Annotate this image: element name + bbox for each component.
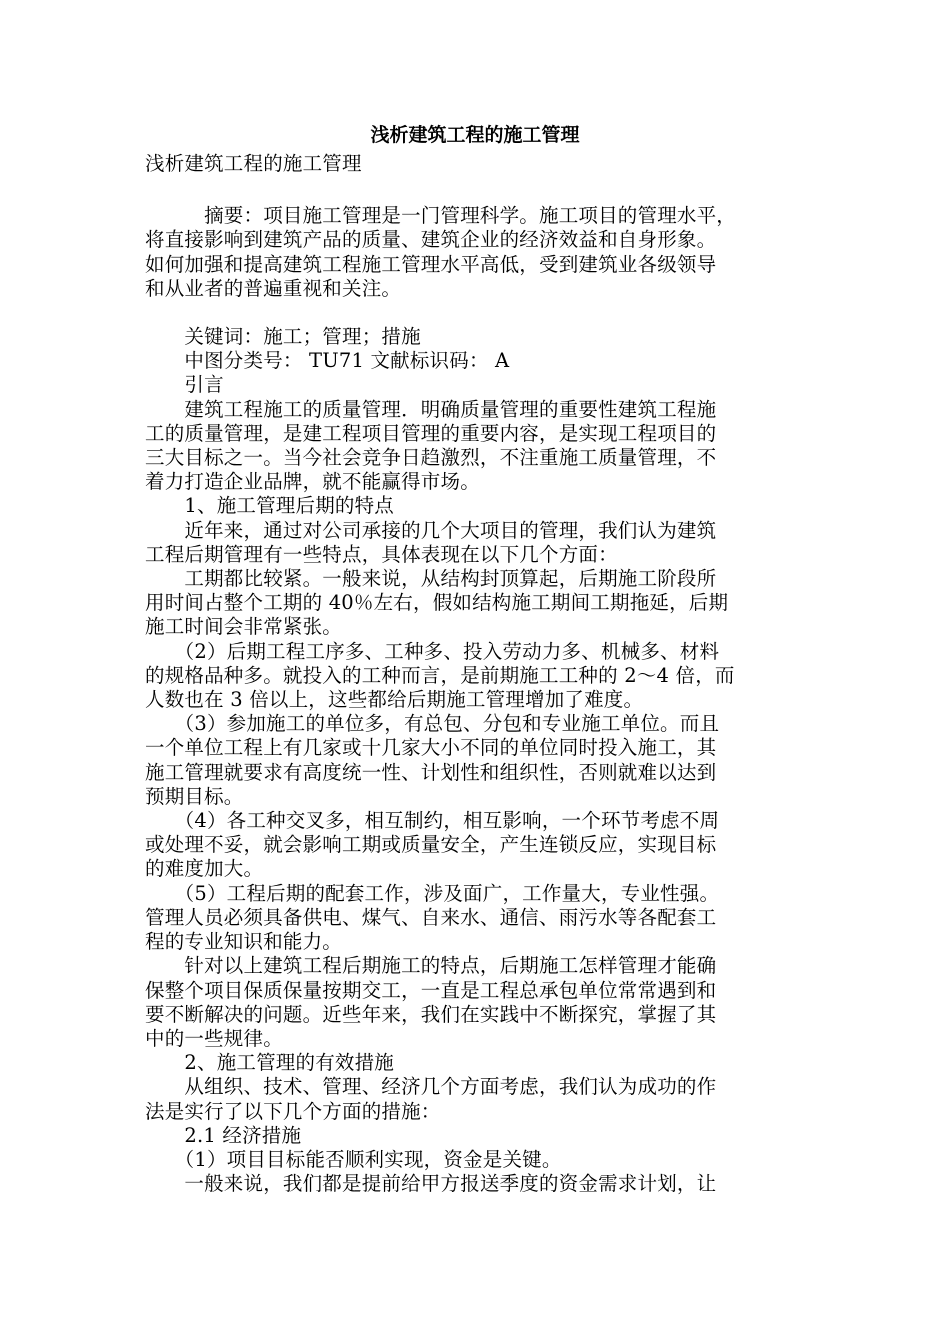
text-line: 保整个项目保质保量按期交工，一直是工程总承包单位常常遇到和 (145, 978, 717, 1002)
text-line: 用时间占整个工期的 40％左右，假如结构施工期间工期拖延，后期 (145, 591, 729, 615)
text-line: 人数也在 3 倍以上，这些都给后期施工管理增加了难度。 (145, 688, 644, 712)
text-line: 摘要：项目施工管理是一门管理科学。施工项目的管理水平， (145, 204, 737, 228)
text-line: 近年来，通过对公司承接的几个大项目的管理，我们认为建筑 (145, 518, 717, 542)
section-heading: 1、施工管理后期的特点 (145, 494, 395, 518)
text-line: 施工时间会非常紧张。 (145, 615, 343, 639)
text-line: 三大目标之一。当今社会竞争日趋激烈，不注重施工质量管理，不 (145, 446, 717, 470)
text-line: 工程后期管理有一些特点，具体表现在以下几个方面： (145, 542, 618, 566)
text-line: （2）后期工程工序多、工种多、投入劳动力多、机械多、材料 (145, 639, 720, 663)
text-line: 管理人员必须具备供电、煤气、自来水、通信、雨污水等各配套工 (145, 905, 717, 929)
text-line: 着力打造企业品牌，就不能赢得市场。 (145, 470, 480, 494)
text-line: 的难度加大。 (145, 857, 264, 881)
text-line: （5）工程后期的配套工作，涉及面广，工作量大，专业性强。 (145, 881, 720, 905)
document-page (145, 118, 805, 1196)
text-line: 施工管理就要求有高度统一性、计划性和组织性，否则就难以达到 (145, 760, 717, 784)
blank-line (145, 176, 805, 200)
text-line: 要不断解决的问题。近些年来，我们在实践中不断探究，掌握了其 (145, 1002, 717, 1026)
text-line: 或处理不妥，就会影响工期或质量安全，产生连锁反应，实现目标 (145, 833, 717, 857)
text-line: 如何加强和提高建筑工程施工管理水平高低，受到建筑业各级领导 (145, 252, 717, 276)
text-line: 中的一些规律。 (145, 1026, 283, 1050)
text-line: 和从业者的普遍重视和关注。 (145, 276, 402, 300)
section-heading: 引言 (145, 373, 224, 397)
text-line: 将直接影响到建筑产品的质量、建筑企业的经济效益和自身形象。 (145, 228, 717, 252)
subsection-heading: 2.1 经济措施 (145, 1123, 302, 1147)
text-line: （1）项目目标能否顺利实现，资金是关键。 (145, 1147, 562, 1171)
section-heading: 2、施工管理的有效措施 (145, 1051, 395, 1075)
text-line: 程的专业知识和能力。 (145, 930, 343, 954)
classification-line: 中图分类号： TU71 文献标识码： A (145, 349, 510, 373)
text-line: 工期都比较紧。一般来说，从结构封顶算起，后期施工阶段所 (145, 567, 717, 591)
text-line: （3）参加施工的单位多，有总包、分包和专业施工单位。而且 (145, 712, 720, 736)
keywords-line: 关键词：施工；管理；措施 (145, 325, 421, 349)
text-line: 工的质量管理，是建工程项目管理的重要内容，是实现工程项目的 (145, 421, 717, 445)
text-line: 一个单位工程上有几家或十几家大小不同的单位同时投入施工，其 (145, 736, 717, 760)
text-line: 一般来说，我们都是提前给甲方报送季度的资金需求计划，让 (145, 1172, 717, 1196)
document-title: 浅析建筑工程的施工管理 (370, 124, 580, 146)
text-line: （4）各工种交叉多，相互制约，相互影响，一个环节考虑不周 (145, 809, 720, 833)
text-line: 从组织、技术、管理、经济几个方面考虑，我们认为成功的作 (145, 1075, 717, 1099)
text-line: 的规格品种多。就投入的工种而言，是前期施工工种的 2～4 倍，而 (145, 663, 735, 687)
text-line: 针对以上建筑工程后期施工的特点，后期施工怎样管理才能确 (145, 954, 717, 978)
text-line: 法是实行了以下几个方面的措施： (145, 1099, 441, 1123)
subtitle-line: 浅析建筑工程的施工管理 (145, 152, 362, 175)
text-line: 预期目标。 (145, 784, 244, 808)
abstract-paragraph (145, 204, 805, 301)
text-line: 建筑工程施工的质量管理．明确质量管理的重要性建筑工程施 (145, 397, 717, 421)
blank-line (145, 301, 805, 325)
